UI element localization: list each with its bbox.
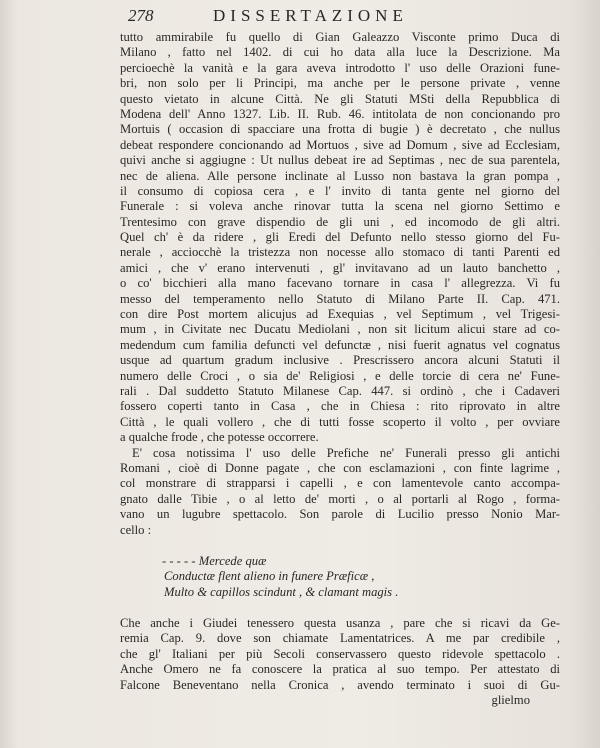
text-line: quivi anche si aggiugne : Ut nullus debeat ire ad Septimas , nec de sua parentela,: [120, 153, 560, 168]
text-line: numero delle Croci , o sia de' Religiosi , e delle torcie di cera ne' Fune-: [120, 368, 560, 383]
page-edge-shadow: [570, 0, 600, 748]
text-line: percioechè la vanità e la gara aveva introdotto l' uso delle Orazioni fune-: [120, 60, 560, 75]
text-line: messo del temperamento nello Statuto di Milano Parte II. Cap. 471.: [120, 291, 560, 306]
verse-line: Conductæ flent alieno in funere Præficæ ,: [164, 569, 375, 584]
text-line: o co' bicchieri alla mano facevano tornare in casa l' allegrezza. Vi fu: [120, 276, 560, 291]
text-line: tutto ammirabile fu quello di Gian Galeazzo Visconte primo Duca di: [120, 30, 560, 44]
spacer: [120, 538, 560, 554]
text-line: Modena dell' Anno 1327. Lib. II. Rub. 46. intitolata de non concionando pro: [120, 106, 560, 121]
text-line: rali . Dal suddetto Statuto Milanese Cap. 447. si ordinò , che i Cadaveri: [120, 383, 560, 398]
text-line: vano un lugubre spettacolo. Son parole di Lucilio presso Nonio Mar-: [120, 507, 560, 522]
paragraph-1: [120, 30, 560, 446]
text-line: Quel ch' è da ridere , gli Eredi del Defunto nello stesso giorno del Fu-: [120, 230, 560, 245]
body-text: [120, 30, 560, 708]
text-line: col monstrare di strapparsi i capelli , e con lamentevole canto accompa-: [120, 476, 560, 491]
text-line: usque ad quartum gradum inclusive . Prescrissero ancora alcuni Statuti il: [120, 353, 560, 368]
text-line: amici , che v' erano intervenuti , gl' invitavano ad un lauto banchetto ,: [120, 260, 560, 275]
text-line: con dire Post mortem alicujus ad Exequias , vel Septimum , vel Trigesi-: [120, 307, 560, 322]
verse-line: Multo & capillos scindunt , & clamant magis .: [164, 584, 399, 599]
text-line: Città , le quali vollero , che di tutti fosse scoperto il volto , per ovviare: [120, 414, 560, 429]
text-line: bri, non solo per li Principi, ma anche per le persone private , venne: [120, 76, 560, 91]
paragraph-2: [120, 446, 560, 538]
text-line: Mortuis ( occasion di spacciare una frotta di bugie ) è decretato , che nullus: [120, 122, 560, 137]
text-line: fossero coperti tanto in Casa , che in Chiesa : rito riprovato in altre: [120, 399, 560, 414]
verse-line: - - - - - Mercede quæ: [162, 553, 267, 568]
text-line: Che anche i Giudei tenessero questa usanza , pare che si ricavi da Ge-: [120, 616, 560, 631]
text-line: che gl' Italiani per più Secoli conservassero questo ridevole spettacolo .: [120, 646, 560, 661]
text-line: Milano , fatto nel 1402. di cui ho data alla luce la Descrizione. Ma: [120, 45, 560, 60]
text-line: il consumo di copiosa cera , e l' invito di tanta gente nel giorno del: [120, 183, 560, 198]
text-line: a qualche frode , che potesse occorrere.: [120, 430, 319, 445]
text-line: nec de aliena. Alle persone inclinate al Lusso non bastava la gran pompa ,: [120, 168, 560, 183]
catchword: glielmo: [491, 693, 530, 708]
page-header: [128, 2, 568, 32]
paragraph-3: [120, 616, 560, 708]
text-line: Romani , cioè di Donne pagate , che con esclamazioni , con finte lagrime ,: [120, 460, 560, 475]
text-line: Falcone Beneventano nella Cronica , avendo terminato i suoi di Gu-: [120, 677, 560, 692]
running-title: DISSERTAZIONE: [213, 6, 408, 25]
text-line: mum , in Civitate nec Ducatu Mediolani , non sit licitum alicui stare ad co-: [120, 322, 560, 337]
text-line: debeat respondere concionando ad Mortuos , sive ad Domum , sive ad Ecclesiam,: [120, 137, 560, 152]
text-line: Trentesimo con grave dispendio de gli uni , ed incomodo de gli altri.: [120, 214, 560, 229]
text-line: medendum cum familia defuncti vel defunctæ , nisi fuerit agnatus vel cognatus: [120, 337, 560, 352]
verse-quotation: [120, 554, 560, 600]
text-line: Anche Omero ne fa conoscere la pratica al suo tempo. Per attestato di: [120, 662, 560, 677]
text-line: cello :: [120, 522, 152, 537]
page-number: 278: [128, 6, 154, 25]
text-line: nerale , acciocchè la tristezza non nocesse allo stomaco di tanti Parenti ed: [120, 245, 560, 260]
text-line: gnato dalle Tibie , o al letto de' morti , o al portarli al Rogo , forma-: [120, 491, 560, 506]
spacer: [120, 600, 560, 616]
text-line: Funerale : si voleva anche rinovar tutta la scena nel giorno Settimo e: [120, 199, 560, 214]
text-line: E' cosa notissima l' uso delle Prefiche ne' Funerali presso gli antichi: [132, 445, 560, 460]
text-line: questo vietato in alcune Città. Ne gli Statuti MSti della Repubblica di: [120, 91, 560, 106]
text-line: remia Cap. 9. dove son chiamate Lamentatrices. A me par credibile ,: [120, 631, 560, 646]
